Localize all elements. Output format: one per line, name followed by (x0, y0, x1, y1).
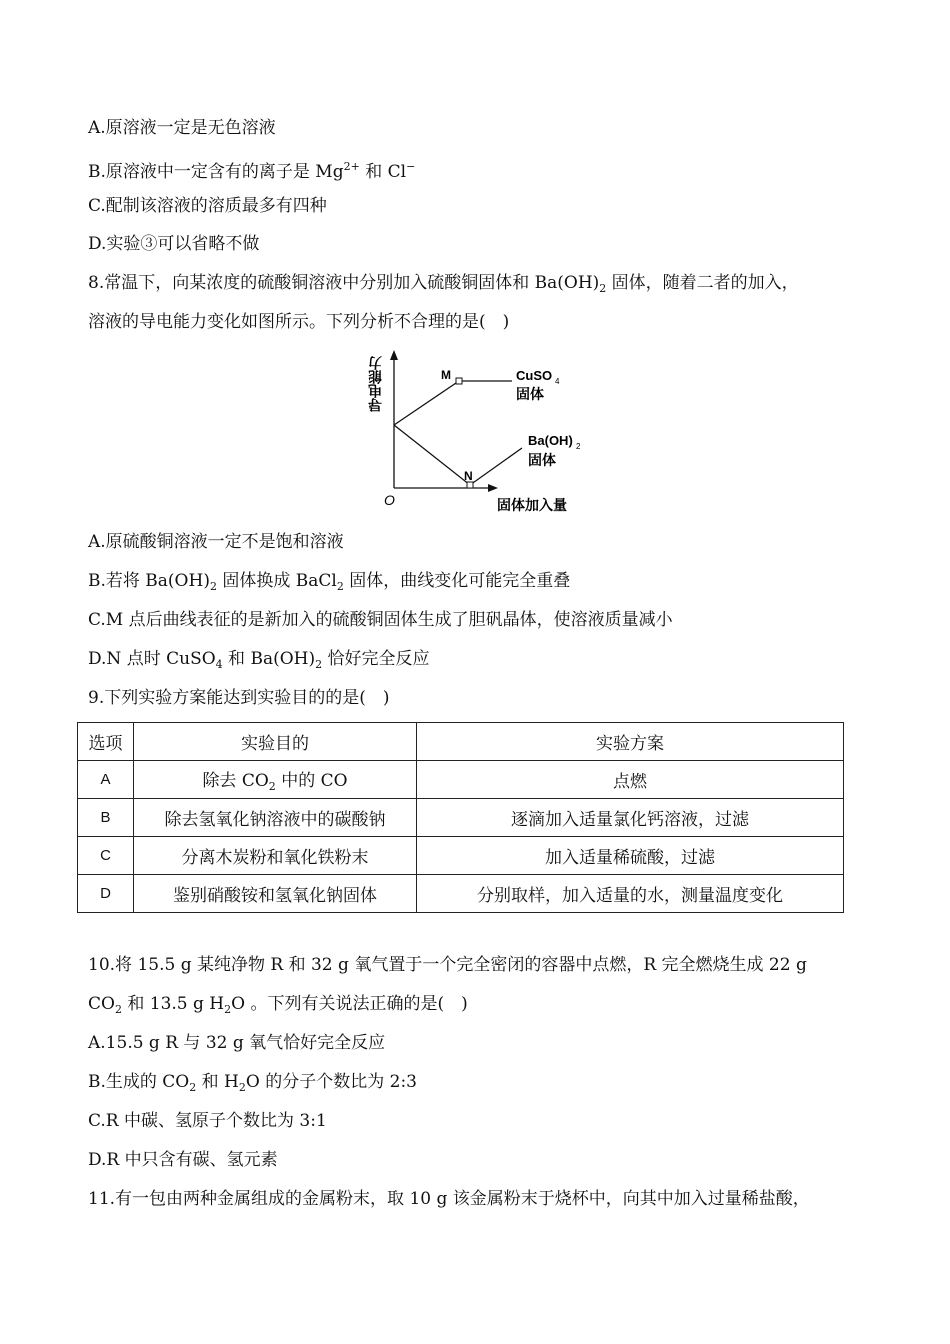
q7-option-a: A.原溶液一定是无色溶液 (88, 118, 276, 138)
series-cuso4-line (394, 381, 512, 425)
q10-stem-line2 (88, 993, 468, 1021)
q10-option-b-sub1: 2 (189, 1081, 197, 1094)
q7-option-b-mid: 和 Cl (359, 162, 407, 182)
q8-stem-line1-post: 固体，随着二者的加入， (606, 273, 799, 293)
q8-option-c: C.M 点后曲线表征的是新加入的硫酸铜固体生成了胆矾晶体，使溶液质量减小 (88, 610, 673, 630)
q10-option-c: C.R 中碳、氢原子个数比为 3:1 (88, 1111, 327, 1131)
q8-option-d-post: 恰好完全反应 (322, 649, 430, 669)
conductivity-chart (360, 348, 600, 518)
series-cuso4-label2: 固体 (516, 386, 544, 402)
q8-option-b (88, 570, 570, 598)
q8-option-d-text: D.N 点时 CuSO (88, 649, 216, 669)
row-goal-post: 中的 CO (275, 771, 348, 791)
q8-stem-line1-sub: 2 (599, 282, 607, 295)
q10-option-b-sub2: 2 (238, 1081, 246, 1094)
series-cuso4-label1: CuSO (516, 368, 553, 383)
q11-stem-line1: 11.有一包由两种金属组成的金属粉末，取 10 g 该金属粉末于烧杯中，向其中加入过量稀盐酸， (88, 1189, 810, 1209)
q10-option-d: D.R 中只含有碳、氢元素 (88, 1150, 278, 1170)
table-row (78, 799, 844, 837)
y-axis-arrow (390, 350, 398, 360)
point-m-label: M (441, 368, 451, 382)
table-header-row (78, 723, 844, 761)
x-axis-arrow (488, 484, 498, 492)
q10-option-b-mid: 和 H (196, 1072, 239, 1092)
row-plan: 加入适量稀硫酸，过滤 (417, 837, 844, 875)
series-baoh2-line (394, 425, 522, 485)
header-option: 选项 (78, 723, 134, 761)
q8-option-d-sub1: 4 (215, 658, 223, 671)
row-option: D (78, 875, 134, 913)
q8-stem-line1-text: 8.常温下，向某浓度的硫酸铜溶液中分别加入硫酸铜固体和 Ba(OH) (88, 273, 600, 293)
series-baoh2-label1: Ba(OH) (528, 433, 573, 448)
row-option: C (78, 837, 134, 875)
q7-option-b-sup2: − (406, 160, 416, 173)
table-row (78, 875, 844, 913)
series-baoh2-label2: 固体 (528, 452, 556, 468)
point-n-label: N (464, 469, 473, 483)
row-goal-sub: 2 (268, 780, 276, 793)
row-goal: 分离木炭粉和氧化铁粉末 (134, 837, 417, 875)
table-row (78, 761, 844, 799)
row-plan: 点燃 (417, 761, 844, 799)
q8-stem-line2: 溶液的导电能力变化如图所示。下列分析不合理的是( ) (88, 312, 510, 332)
q7-option-b (88, 156, 415, 183)
q7-option-b-sup1: 2+ (343, 160, 360, 173)
q7-option-c: C.配制该溶液的溶质最多有四种 (88, 196, 327, 216)
y-axis-label: 导电能力 (367, 356, 383, 412)
q10-stem-line1: 10.将 15.5 g 某纯净物 R 和 32 g 氧气置于一个完全密闭的容器中点燃，R 完全燃烧生成 22 g (88, 955, 807, 975)
q9-stem: 9.下列实验方案能达到实验目的的是( ) (88, 688, 390, 708)
q8-option-a: A.原硫酸铜溶液一定不是饱和溶液 (88, 532, 344, 552)
series-cuso4-label1-sub: 4 (555, 377, 560, 386)
x-axis-label: 固体加入量 (497, 497, 567, 513)
q8-option-b-post: 固体，曲线变化可能完全重叠 (343, 571, 571, 591)
q8-stem-line1 (88, 272, 799, 300)
q10-stem-line2-sub2: 2 (224, 1003, 232, 1016)
q9-table (77, 722, 844, 913)
q10-option-b (88, 1071, 417, 1099)
q7-option-b-text: B.原溶液中一定含有的离子是 Mg (88, 162, 344, 182)
row-option: B (78, 799, 134, 837)
q8-option-b-text: B.若将 Ba(OH) (88, 571, 210, 591)
q8-option-d-mid: 和 Ba(OH) (222, 649, 316, 669)
row-goal-text: 除去 CO (202, 771, 269, 791)
q10-option-b-post: O 的分子个数比为 2:3 (245, 1072, 417, 1092)
q8-option-b-mid: 固体换成 BaCl (216, 571, 337, 591)
q10-stem-line2-sub1: 2 (114, 1003, 122, 1016)
q10-stem-line2-a: CO (88, 994, 115, 1014)
row-option: A (78, 761, 134, 799)
q8-option-b-sub1: 2 (209, 580, 217, 593)
series-baoh2-label1-sub: 2 (576, 442, 581, 451)
q8-option-b-sub2: 2 (336, 580, 344, 593)
q10-option-a: A.15.5 g R 与 32 g 氧气恰好完全反应 (88, 1033, 386, 1053)
q7-option-d: D.实验③可以省略不做 (88, 234, 260, 254)
q10-stem-line2-c: O 。下列有关说法正确的是( ) (231, 994, 468, 1014)
q8-option-d (88, 648, 430, 676)
row-goal (134, 761, 417, 799)
header-goal: 实验目的 (134, 723, 417, 761)
row-goal: 除去氢氧化钠溶液中的碳酸钠 (134, 799, 417, 837)
table-row (78, 837, 844, 875)
origin-label: O (384, 492, 395, 508)
q10-option-b-text: B.生成的 CO (88, 1072, 190, 1092)
header-plan: 实验方案 (417, 723, 844, 761)
row-plan: 分别取样，加入适量的水，测量温度变化 (417, 875, 844, 913)
row-plan: 逐滴加入适量氯化钙溶液，过滤 (417, 799, 844, 837)
q10-stem-line2-b: 和 13.5 g H (121, 994, 225, 1014)
point-m-marker (456, 378, 462, 384)
row-goal: 鉴别硝酸铵和氢氧化钠固体 (134, 875, 417, 913)
q8-option-d-sub2: 2 (315, 658, 323, 671)
